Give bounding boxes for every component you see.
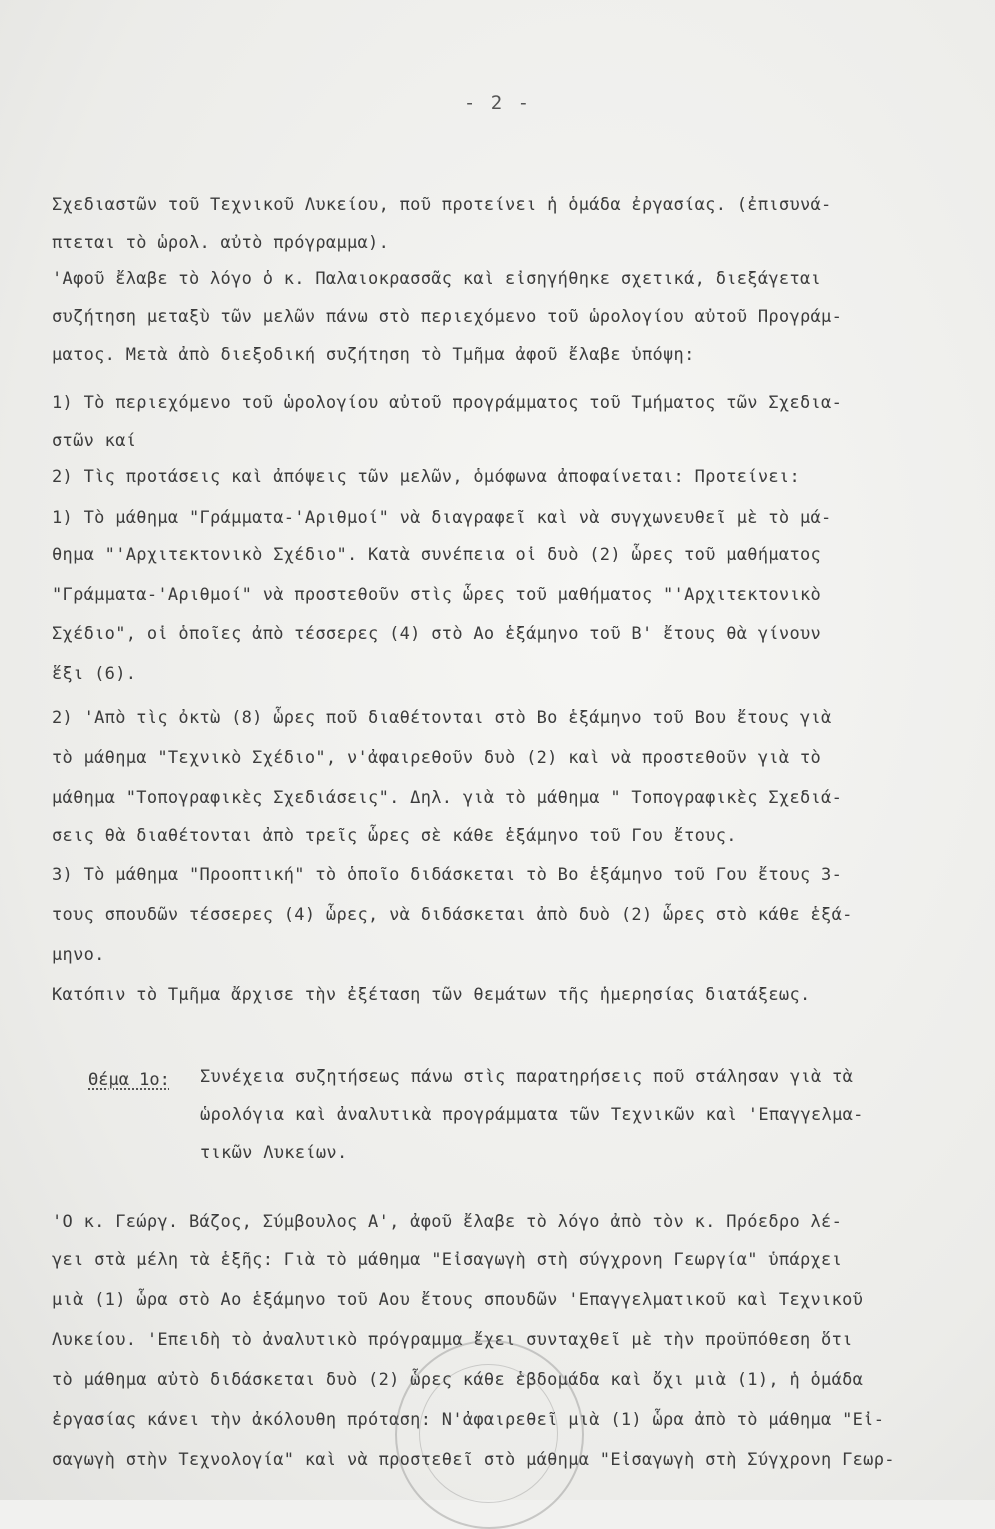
text-line: Σχέδιο", οἱ ὁποῖες ἀπὸ τέσσερες (4) στὸ Αο ἑξάμηνο τοῦ Β' ἔτους θὰ γίνουν — [52, 624, 822, 644]
text-line: 1) Τὸ μάθημα "Γράμματα-'Αριθμοί" νὰ διαγραφεῖ καὶ νὰ συγχωνευθεῖ μὲ τὸ μά- — [52, 508, 832, 528]
text-line: ἕξι (6). — [52, 664, 137, 684]
page-number: - 2 - — [463, 92, 532, 114]
text-line: μάθημα "Τοπογραφικὲς Σχεδιάσεις". Δηλ. γιὰ τὸ μάθημα " Τοπογραφικὲς Σχεδιά- — [52, 788, 843, 808]
text-line: γει στὰ μέλη τὰ ἑξῆς: Γιὰ τὸ μάθημα "Εἰσαγωγὴ στὴ σύγχρονη Γεωργία" ὑπάρχει — [52, 1250, 843, 1270]
theme-line: Συνέχεια συζητήσεως πάνω στὶς παρατηρήσεις ποῦ στάλησαν γιὰ τὰ — [200, 1067, 854, 1087]
text-line: σαγωγὴ στὴν Τεχνολογία" καὶ νὰ προστεθεῖ στὸ μάθημα "Εἰσαγωγὴ στὴ Σύγχρονη Γεωρ- — [52, 1450, 895, 1470]
text-line: 'Ο κ. Γεώργ. Βάζος, Σύμβουλος Α', ἀφοῦ ἔλαβε τὸ λόγο ἀπὸ τὸν κ. Πρόεδρο λέ- — [52, 1212, 843, 1232]
text-line: θημα "'Αρχιτεκτονικὸ Σχέδιο". Κατὰ συνέπεια οἱ δυὸ (2) ὧρες τοῦ μαθήματος — [52, 545, 822, 565]
text-line: σεις θὰ διαθέτονται ἀπὸ τρεῖς ὧρες σὲ κάθε ἑξάμηνο τοῦ Γου ἔτους. — [52, 826, 737, 846]
text-line: συζήτηση μεταξὺ τῶν μελῶν πάνω στὸ περιεχόμενο τοῦ ὡρολογίου αὐτοῦ Προγράμ- — [52, 307, 843, 327]
text-line: ἐργασίας κάνει τὴν ἀκόλουθη πρόταση: Ν'ἀφαιρεθεῖ μιὰ (1) ὧρα ἀπὸ τὸ μάθημα "Εἰ- — [52, 1410, 885, 1430]
text-line: πτεται τὸ ὡρολ. αὐτὸ πρόγραμμα). — [52, 233, 390, 253]
theme-line: ὡρολόγια καὶ ἀναλυτικὰ προγράμματα τῶν Τεχνικῶν καὶ 'Επαγγελμα- — [200, 1105, 864, 1125]
text-line: στῶν καί — [52, 431, 137, 451]
text-line: μηνο. — [52, 945, 105, 965]
text-line: μιὰ (1) ὧρα στὸ Αο ἑξάμηνο τοῦ Αου ἔτους σπουδῶν 'Επαγγελματικοῦ καὶ Τεχνικοῦ — [52, 1290, 864, 1310]
text-line: Κατόπιν τὸ Τμῆμα ἄρχισε τὴν ἐξέταση τῶν θεμάτων τῆς ἡμερησίας διατάξεως. — [52, 985, 811, 1005]
text-line: τους σπουδῶν τέσσερες (4) ὧρες, νὰ διδάσκεται ἀπὸ δυὸ (2) ὧρες στὸ κάθε ἑξά- — [52, 905, 853, 925]
text-line: 'Αφοῦ ἔλαβε τὸ λόγο ὁ κ. Παλαιοκρασσᾶς καὶ εἰσηγήθηκε σχετικά, διεξάγεται — [52, 269, 822, 289]
text-line: "Γράμματα-'Αριθμοί" νὰ προστεθοῦν στὶς ὧρες τοῦ μαθήματος "'Αρχιτεκτονικὸ — [52, 585, 822, 605]
text-line: τὸ μάθημα αὐτὸ διδάσκεται δυὸ (2) ὧρες κάθε ἑβδομάδα καὶ ὄχι μιὰ (1), ἡ ὁμάδα — [52, 1370, 864, 1390]
text-line: 2) 'Απὸ τὶς ὀκτὼ (8) ὧρες ποῦ διαθέτονται στὸ Βο ἑξάμηνο τοῦ Βου ἔτους γιὰ — [52, 708, 832, 728]
official-stamp — [395, 1340, 584, 1529]
theme-line: τικῶν Λυκείων. — [200, 1143, 348, 1163]
text-line: ματος. Μετὰ ἀπὸ διεξοδική συζήτηση τὸ Τμῆμα ἀφοῦ ἔλαβε ὑπόψη: — [52, 345, 695, 365]
text-line: τὸ μάθημα "Τεχνικὸ Σχέδιο", ν'ἀφαιρεθοῦν δυὸ (2) καὶ νὰ προστεθοῦν γιὰ τὸ — [52, 748, 822, 768]
theme-label: Θέμα 1ο: — [88, 1070, 170, 1090]
text-line: 3) Τὸ μάθημα "Προοπτική" τὸ ὁποῖο διδάσκεται τὸ Βο ἑξάμηνο τοῦ Γου ἔτους 3- — [52, 865, 843, 885]
text-line: 1) Τὸ περιεχόμενο τοῦ ὡρολογίου αὐτοῦ προγράμματος τοῦ Τμήματος τῶν Σχεδια- — [52, 393, 843, 413]
text-line: Λυκείου. 'Επειδὴ τὸ ἀναλυτικὸ πρόγραμμα ἔχει συνταχθεῖ μὲ τὴν προϋπόθεση ὅτι — [52, 1330, 853, 1350]
text-line: Σχεδιαστῶν τοῦ Τεχνικοῦ Λυκείου, ποῦ προτείνει ἡ ὁμάδα ἐργασίας. (ἐπισυνά- — [52, 195, 832, 215]
text-line: 2) Τὶς προτάσεις καὶ ἀπόψεις τῶν μελῶν, ὁμόφωνα ἀποφαίνεται: Προτείνει: — [52, 467, 800, 487]
